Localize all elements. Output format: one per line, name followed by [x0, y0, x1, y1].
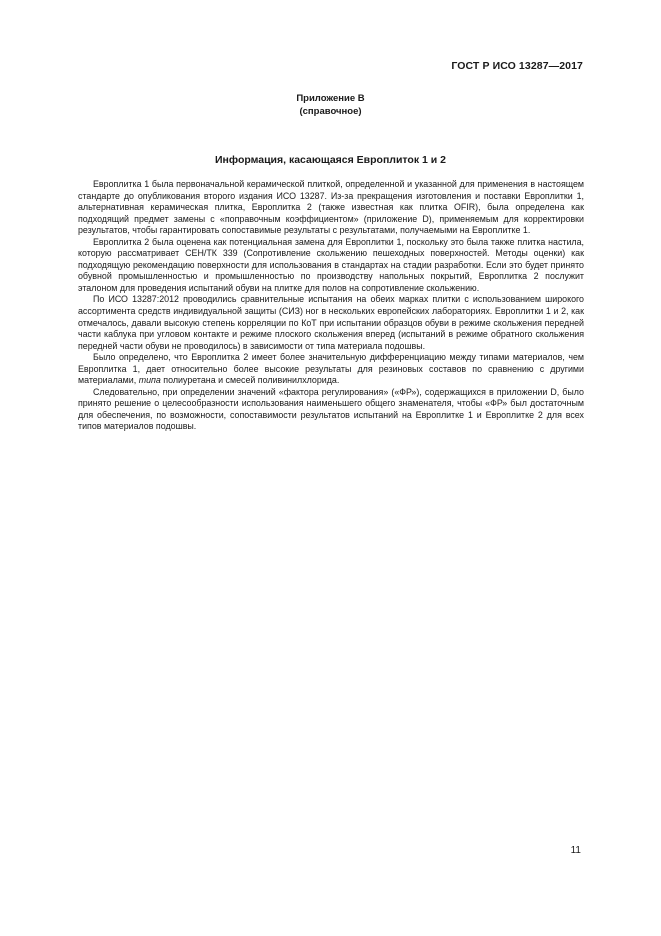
appendix-title: Приложение В — [296, 93, 365, 104]
appendix-heading — [0, 92, 661, 118]
paragraph-4 — [78, 352, 584, 387]
paragraph-4-italic-word: типа — [138, 375, 161, 386]
paragraph-5: Следовательно, при определении значений «фактора регулирования» («ФР»), содержащихся в приложении D, было принято решение о целесообразности использования наименьшего общего знаменателя, чтобы «ФР» был достаточным для обеспечения, по возможности, сопоставимости результатов испытаний на Европлитке 1 и Европлитке 2 для всех типов материалов подошвы. — [78, 386, 584, 432]
paragraph-2: Европлитка 2 была оценена как потенциальная замена для Европлитки 1, поскольку это была также плитка настила, которую рассматривает СЕН/ТК 339 (Сопротивление скольжению пешеходных поверхностей. Методы оценки) как подходящую рекомендацию поверхности для использования в стандартах на стадии разработки. Если это будет принято обувной промышленностью и промышленностью по производству напольных покрытий, Европлитка 2 послужит эталоном для проведения испытаний обуви на плитке для полов на сопротивление скольжению. — [78, 236, 584, 293]
paragraph-4-text-after: полиуретана и смесей поливинилхлорида. — [160, 375, 340, 386]
page-number: 11 — [570, 845, 581, 856]
paragraph-4-text-before: Было определено, что Европлитка 2 имеет более значительную дифференциацию между типами материалов, чем Европлитка 1, дает относительно более высокие результаты для резиновых составов по сравнению с другими материалами, — [78, 352, 584, 386]
document-header-standard-id: ГОСТ Р ИСО 13287—2017 — [451, 60, 583, 72]
section-title: Информация, касающаяся Европлиток 1 и 2 — [215, 154, 446, 166]
paragraph-3: По ИСО 13287:2012 проводились сравнительные испытания на обеих марках плитки с использованием широкого ассортимента средств индивидуальной защиты (СИЗ) ног в нескольких европейских лабораториях. Европлитки 1 и 2, как отмечалось, давали высокую степень корреляции по КоТ при испытании образцов обуви в режиме скольжения передней части каблука при угловом контакте и режиме плоского скольжения вперед (испытаний в режиме обратного скольжения передней части обуви не проводилось) в зависимости от типа материала подошвы. — [78, 294, 584, 351]
body-text — [78, 179, 584, 433]
appendix-subtitle: (справочное) — [299, 106, 362, 117]
paragraph-1: Европлитка 1 была первоначальной керамической плиткой, определенной и указанной для применения в настоящем стандарте до опубликования второго издания ИСО 13287. Из-за прекращения изготовления и поставки Европлитки 1, альтернативная керамическая плитка, Европлитка 2 (также известная как плитка OFIR), была определена как подходящий предмет замены с «поправочным коэффициентом» (приложение D), применяемым для корректировки результатов, чтобы гарантировать сопоставимые результаты с результатами, получаемыми на Европлитке 1. — [78, 179, 584, 236]
